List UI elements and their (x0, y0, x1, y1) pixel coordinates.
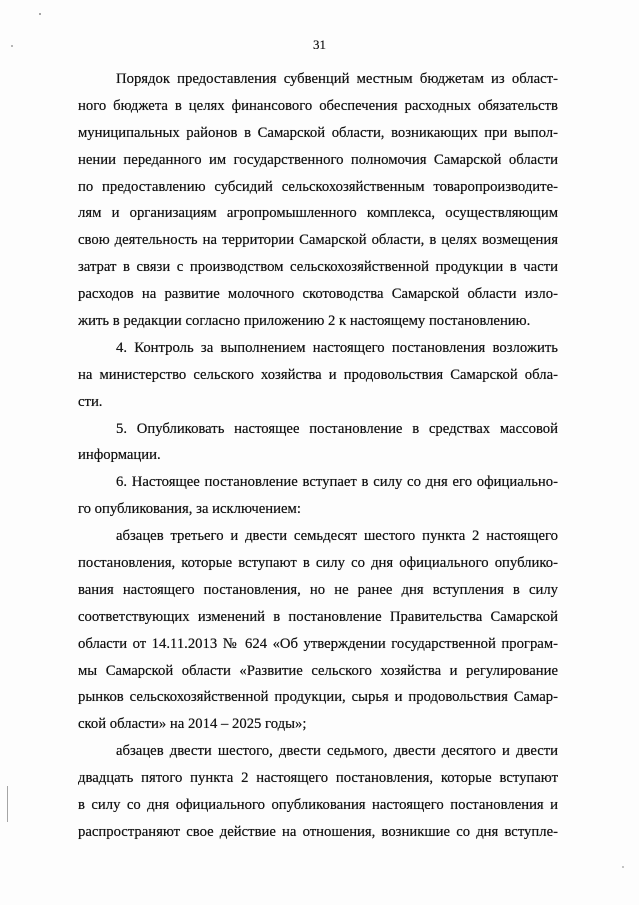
text-line: сти. (78, 393, 103, 410)
text-line: свою деятельность на территории Самарской области, в целях возмещения (78, 232, 558, 249)
text-line: Порядок предоставления субвенций местным бюджетам из област- (116, 71, 558, 87)
text-line: области от 14.11.2013 № 624 «Об утверждении государственной програм- (78, 635, 558, 652)
text-line: 4. Контроль за выполнением настоящего постановления возложить (116, 339, 558, 356)
text-line: распространяют свое действие на отношения, возникшие со дня вступле- (78, 823, 558, 840)
paragraph (78, 469, 558, 523)
text-line: абзацев двести шестого, двести седьмого, двести десятого и двести (116, 743, 558, 760)
body-text (78, 66, 558, 846)
text-line: лям и организациям агропромышленного комплекса, осуществляющим (78, 205, 558, 222)
text-line: постановления, которые вступают в силу со дня официального опублико- (78, 555, 558, 572)
text-line: муниципальных районов в Самарской области, возникающих при выпол- (78, 124, 558, 141)
scan-speck (39, 13, 41, 15)
page-number: 31 (313, 37, 326, 52)
text-line: информации. (78, 447, 161, 464)
text-line: нении переданного им государственного полномочия Самарской области (78, 151, 558, 168)
text-line: затрат в связи с производством сельскохозяйственной продукции в части (78, 259, 558, 276)
text-line: жить в редакции согласно приложению 2 к настоящему постановлению. (78, 313, 531, 330)
text-line: двадцать пятого пункта 2 настоящего постановления, которые вступают (78, 770, 558, 787)
paragraph (78, 335, 558, 416)
text-line: на министерство сельского хозяйства и продовольствия Самарской обла- (78, 366, 558, 383)
text-line: расходов на развитие молочного скотоводства Самарской области изло- (78, 286, 558, 303)
paragraph (78, 523, 558, 738)
text-line: абзацев третьего и двести семьдесят шестого пункта 2 настоящего (116, 528, 558, 545)
paragraph (78, 738, 558, 846)
text-line: го опубликования, за исключением: (78, 501, 301, 518)
paragraph (78, 66, 558, 335)
text-line: рынков сельскохозяйственной продукции, сырья и продовольствия Самар- (78, 689, 558, 706)
text-line: соответствующих изменений в постановление Правительства Самарской (78, 608, 558, 625)
paragraph (78, 416, 558, 470)
scan-speck (622, 866, 624, 868)
text-line: 5. Опубликовать настоящее постановление в средствах массовой (116, 420, 558, 437)
text-line: по предоставлению субсидий сельскохозяйственным товаропроизводите- (78, 178, 558, 195)
text-line: вания настоящего постановления, но не ранее дня вступления в силу (78, 581, 558, 598)
text-line: мы Самарской области «Развитие сельского хозяйства и регулирование (78, 662, 558, 679)
text-line: в силу со дня официального опубликования настоящего постановления и (78, 797, 558, 814)
scan-edge-mark (7, 786, 8, 822)
text-line: ного бюджета в целях финансового обеспечения расходных обязательств (78, 97, 558, 114)
text-line: 6. Настоящее постановление вступает в силу со дня его официально- (116, 474, 558, 491)
text-line: ской области» на 2014 – 2025 годы»; (78, 716, 307, 733)
